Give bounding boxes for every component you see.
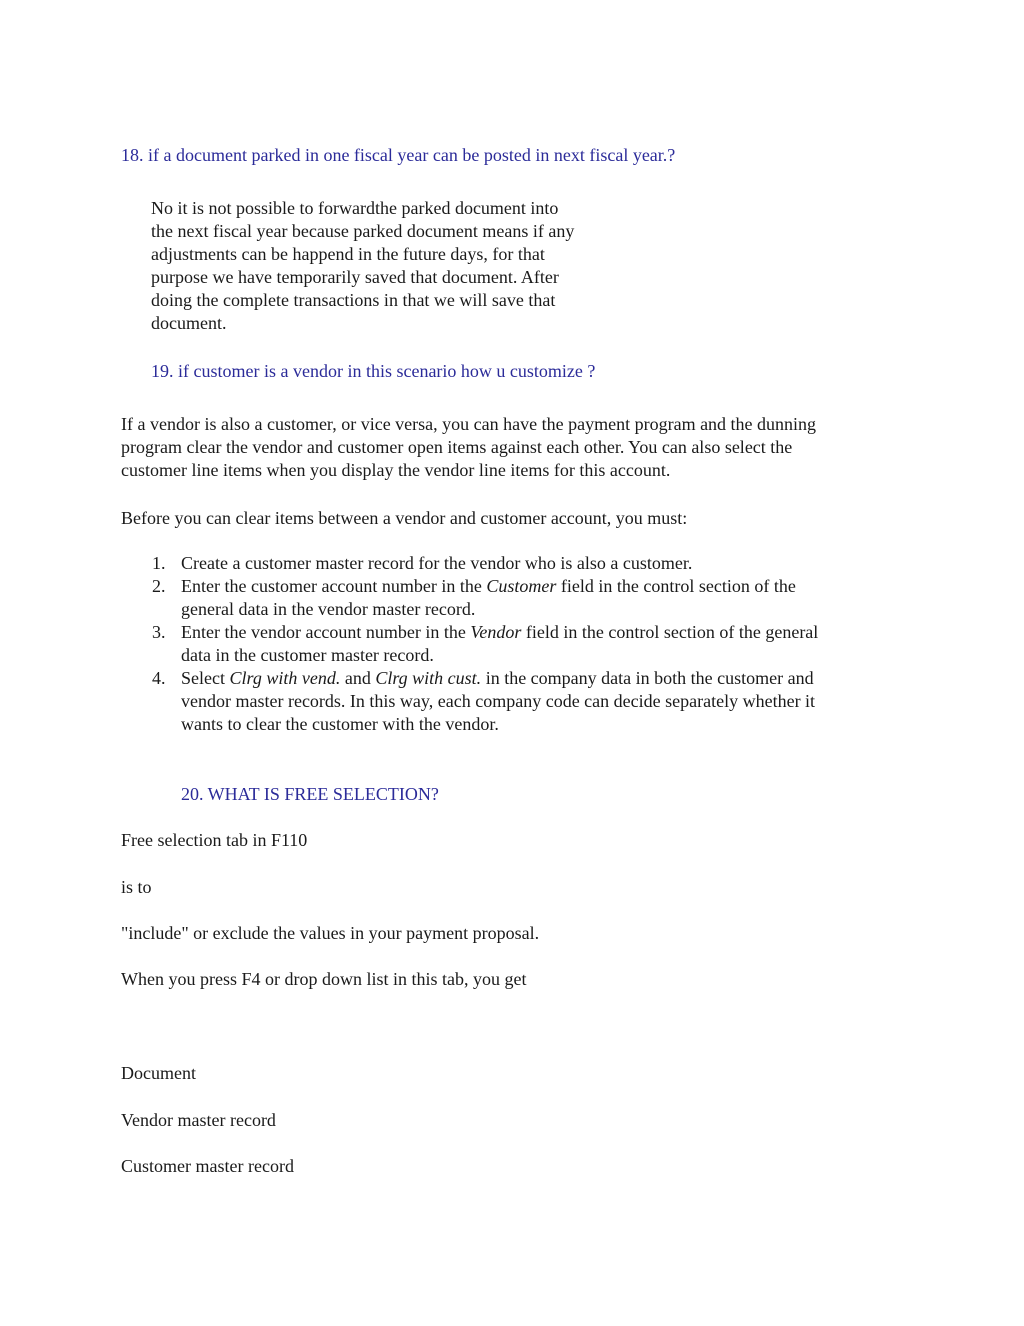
answer-18-line: adjustments can be happend in the future days, for that bbox=[151, 244, 545, 264]
answer-20-line: "include" or exclude the values in your payment proposal. bbox=[121, 923, 540, 943]
answer-18-line: No it is not possible to forwardthe parked document into bbox=[151, 198, 559, 218]
step-text-part: in the company data in both the customer and bbox=[481, 668, 814, 688]
step-text-part: Select bbox=[181, 668, 230, 688]
step-text bbox=[181, 621, 818, 644]
answer-19-paragraph bbox=[121, 413, 816, 482]
steps-list bbox=[152, 552, 819, 736]
step-text-part: field in the control section of the general bbox=[521, 622, 819, 642]
step-item bbox=[152, 575, 818, 621]
step-text-part: and bbox=[340, 668, 376, 688]
step-item bbox=[152, 552, 818, 575]
step-item bbox=[152, 667, 818, 736]
step-item bbox=[152, 621, 819, 667]
option-document: Document bbox=[121, 1063, 196, 1083]
steps-intro: Before you can clear items between a vendor and customer account, you must: bbox=[121, 508, 688, 528]
step-text bbox=[181, 575, 818, 598]
answer-18-line: purpose we have temporarily saved that document. After bbox=[151, 267, 559, 287]
question-18: 18. if a document parked in one fiscal year can be posted in next fiscal year.? bbox=[121, 145, 676, 165]
answer-18 bbox=[151, 197, 574, 335]
field-name-customer: Customer bbox=[486, 576, 557, 596]
paragraph-line: program clear the vendor and customer open items against each other. You can also select the bbox=[121, 437, 793, 457]
step-number: 4. bbox=[152, 668, 166, 688]
step-text: wants to clear the customer with the vendor. bbox=[181, 714, 499, 734]
option-vendor-master-record: Vendor master record bbox=[121, 1110, 276, 1130]
step-text-part: Enter the customer account number in the bbox=[181, 576, 487, 596]
step-number: 3. bbox=[152, 622, 166, 642]
answer-20-line: is to bbox=[121, 877, 152, 897]
question-20: 20. WHAT IS FREE SELECTION? bbox=[181, 784, 439, 804]
field-name-clrg-cust: Clrg with cust. bbox=[375, 668, 482, 688]
option-customer-master-record: Customer master record bbox=[121, 1156, 294, 1176]
paragraph-line: customer line items when you display the vendor line items for this account. bbox=[121, 460, 671, 480]
answer-20-line: When you press F4 or drop down list in this tab, you get bbox=[121, 969, 527, 989]
step-number: 2. bbox=[152, 576, 166, 596]
paragraph-line: If a vendor is also a customer, or vice versa, you can have the payment program and the dunning bbox=[121, 414, 817, 434]
answer-18-line: the next fiscal year because parked document means if any bbox=[151, 221, 575, 241]
question-19: 19. if customer is a vendor in this scenario how u customize ? bbox=[151, 361, 596, 381]
field-name-clrg-vend: Clrg with vend. bbox=[229, 668, 341, 688]
step-text: data in the customer master record. bbox=[181, 645, 434, 665]
step-number: 1. bbox=[152, 553, 166, 573]
answer-18-line: document. bbox=[151, 313, 227, 333]
step-text-part: field in the control section of the bbox=[556, 576, 796, 596]
field-name-vendor: Vendor bbox=[470, 622, 522, 642]
step-text: Create a customer master record for the vendor who is also a customer. bbox=[181, 553, 693, 573]
answer-20-line: Free selection tab in F110 bbox=[121, 830, 308, 850]
step-text: vendor master records. In this way, each company code can decide separately whether it bbox=[181, 691, 816, 711]
answer-18-line: doing the complete transactions in that we will save that bbox=[151, 290, 556, 310]
step-text: general data in the vendor master record. bbox=[181, 599, 476, 619]
step-text-part: Enter the vendor account number in the bbox=[181, 622, 471, 642]
step-text bbox=[181, 667, 818, 690]
